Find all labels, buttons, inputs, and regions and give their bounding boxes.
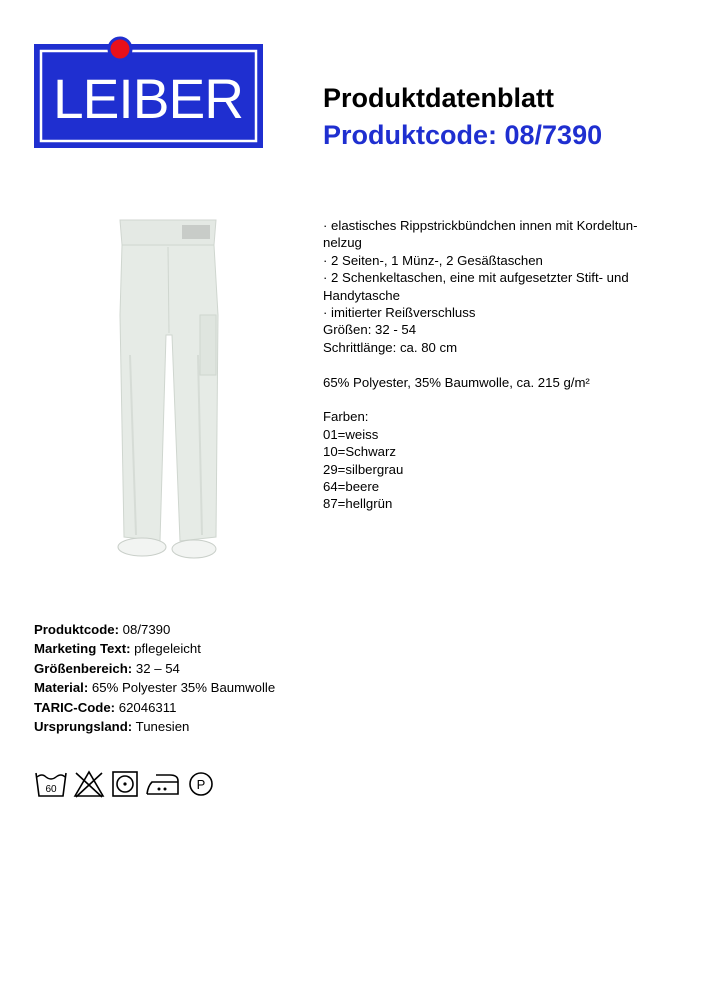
spec-label: Material: [34, 680, 89, 696]
product-image [100, 215, 240, 567]
colors-title: Farben: [323, 409, 369, 425]
spec-value: 62046311 [118, 699, 177, 715]
svg-text:P: P [196, 777, 206, 792]
logo-text: LEIBER [53, 67, 243, 130]
color-item: 01=weiss [323, 426, 379, 442]
svg-text:60: 60 [45, 784, 57, 795]
color-item: 87=hellgrün [323, 496, 393, 512]
spec-row [34, 639, 275, 658]
product-code-heading: Produktcode: 08/7390 [323, 120, 603, 150]
color-item: 10=Schwarz [323, 444, 396, 460]
spec-row [34, 678, 275, 697]
description-line: · elastisches Rippstrickbündchen innen mit Kordeltun- [323, 218, 638, 233]
description-line: · imitierter Reißverschluss [323, 305, 476, 321]
spec-row [34, 659, 275, 678]
description-line: Handytasche [323, 287, 400, 303]
description-line: Schrittlänge: ca. 80 cm [323, 339, 458, 355]
care-symbols [34, 768, 216, 800]
spec-label: Größenbereich: [34, 660, 133, 676]
spec-value: 08/7390 [122, 622, 171, 637]
dry-clean-p-icon [186, 769, 216, 799]
material-text: 65% Polyester, 35% Baumwolle, ca. 215 g/m² [323, 374, 590, 390]
color-item: 64=beere [323, 479, 380, 495]
leiber-logo [34, 34, 263, 148]
spec-row [34, 698, 275, 717]
spec-value: 65% Polyester 35% Baumwolle [91, 680, 276, 696]
spec-label: Ursprungsland: [34, 719, 133, 735]
spec-value: 32 – 54 [135, 660, 180, 676]
spec-label: Produktcode: [34, 622, 119, 637]
spec-row [34, 620, 275, 639]
spec-row [34, 717, 275, 736]
description-line: · 2 Seiten-, 1 Münz-, 2 Gesäßtaschen [323, 252, 543, 268]
description-line: · 2 Schenkeltaschen, eine mit aufgesetzter Stift- und [323, 270, 629, 286]
spec-value: pflegeleicht [134, 641, 201, 657]
page-title: Produktdatenblatt [323, 83, 555, 113]
description-line: nelzug [323, 235, 362, 251]
spec-value: Tunesien [135, 719, 190, 735]
tumble-dry-icon [110, 769, 140, 799]
spec-label: Marketing Text: [34, 641, 131, 657]
product-description [323, 217, 683, 513]
spec-list [34, 620, 275, 736]
iron-two-dots-icon [144, 769, 182, 799]
no-bleach-icon [72, 769, 106, 799]
wash-60-icon [34, 769, 68, 799]
color-item: 29=silbergrau [323, 461, 404, 477]
spec-label: TARIC-Code: [34, 699, 116, 715]
description-line: Größen: 32 - 54 [323, 322, 417, 338]
